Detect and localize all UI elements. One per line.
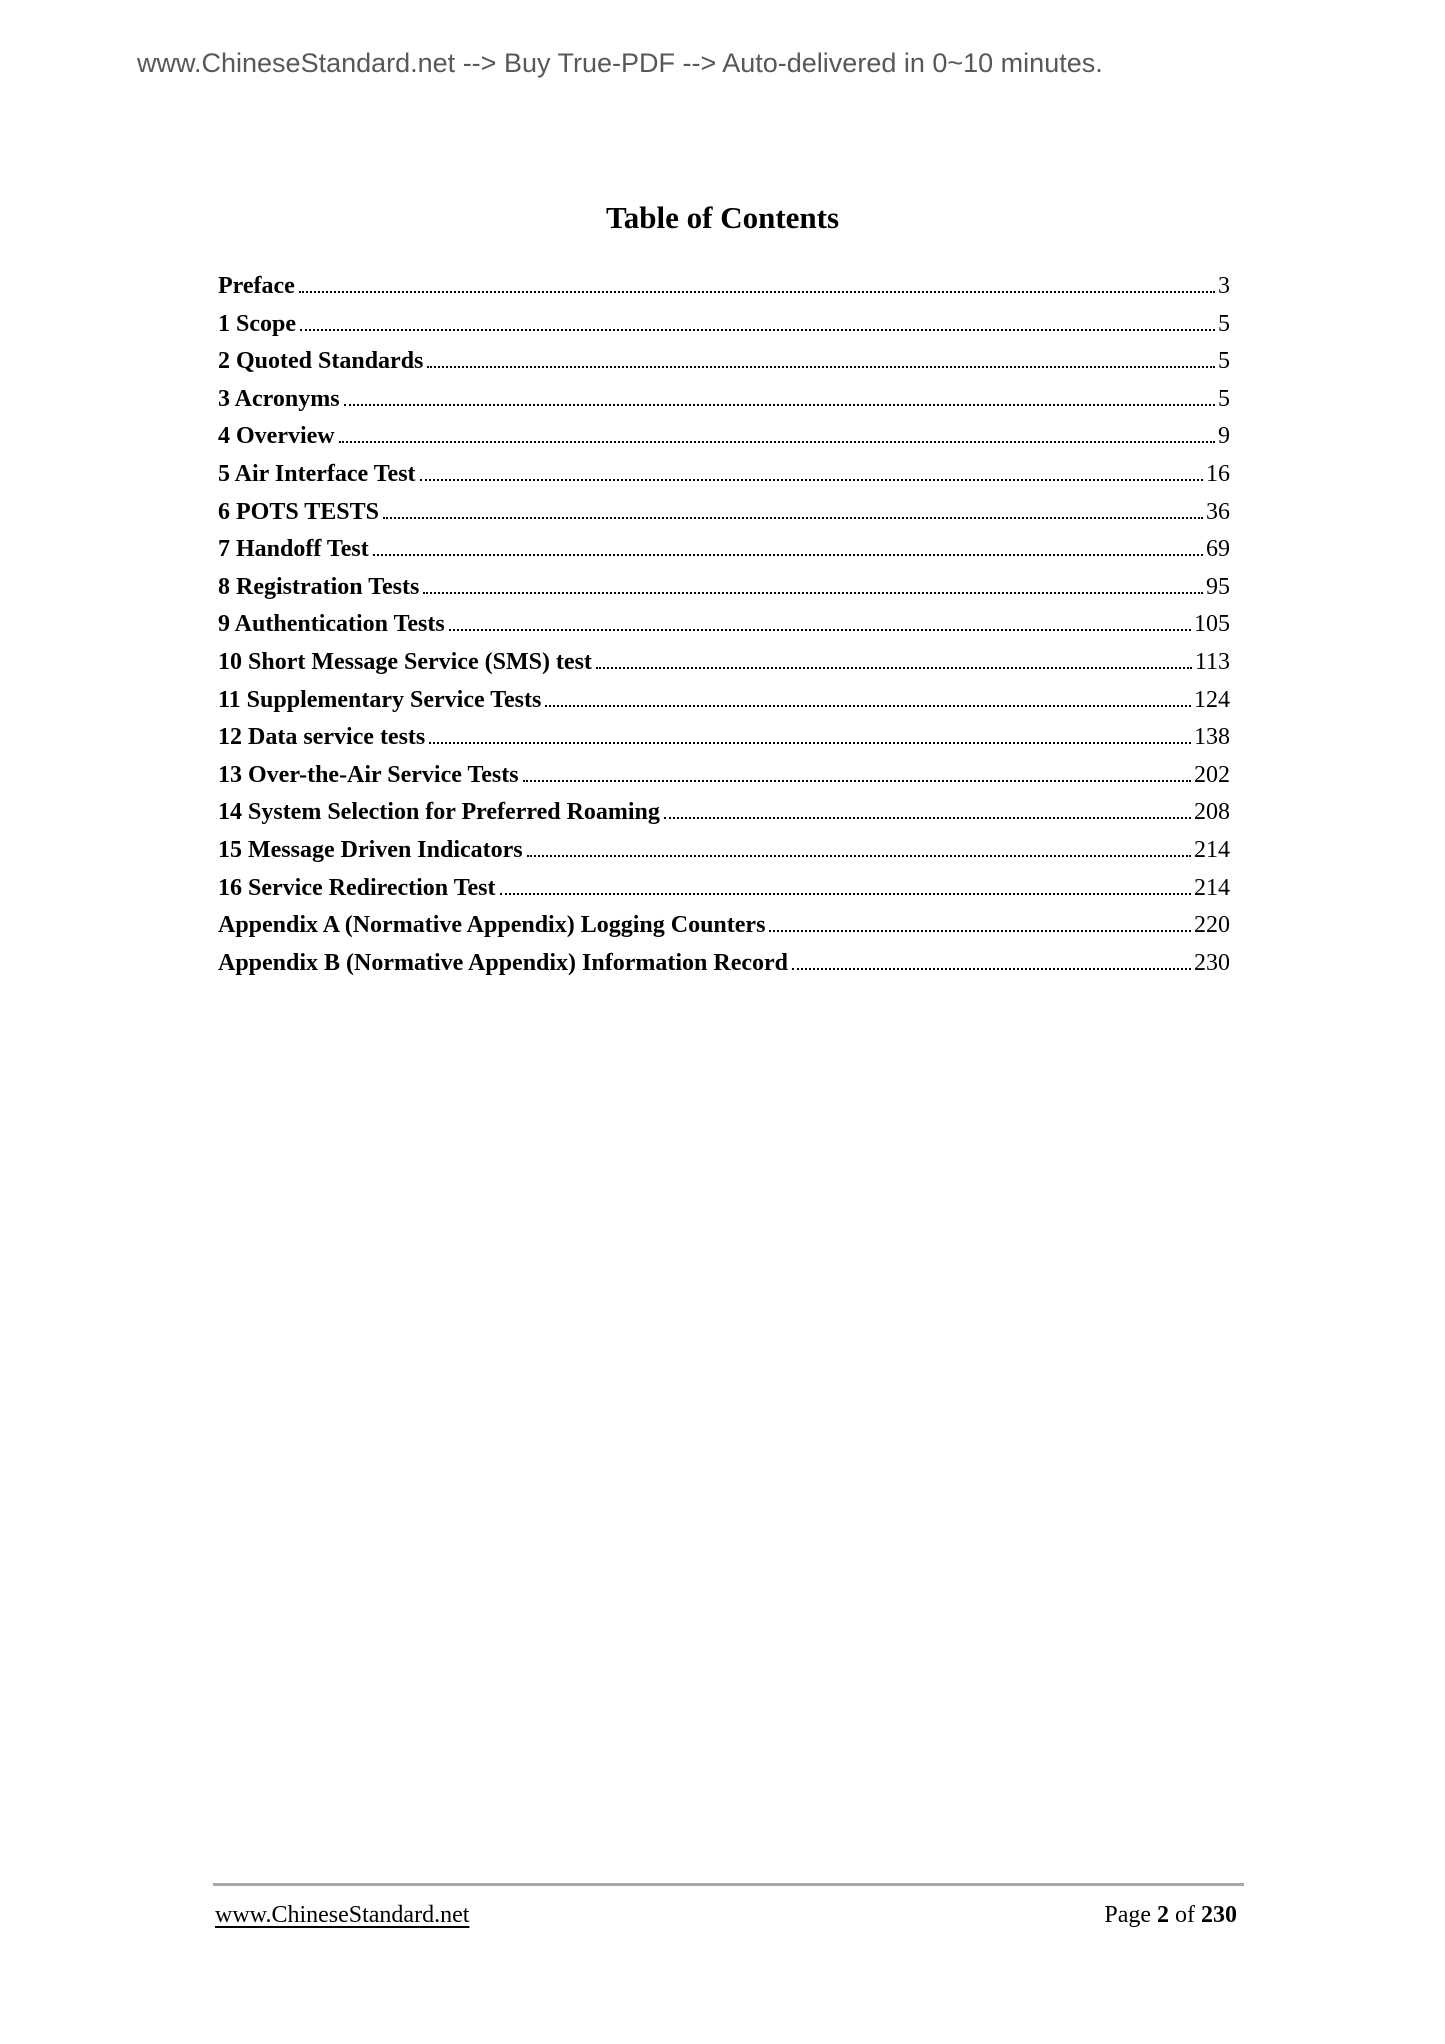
- toc-entry-page: 208: [1194, 799, 1230, 826]
- header-banner: www.ChineseStandard.net --> Buy True-PDF --> Auto-delivered in 0~10 minutes.: [137, 48, 1103, 78]
- toc-entry-page: 5: [1218, 348, 1230, 375]
- toc-entry: [218, 794, 1230, 832]
- page-footer: [215, 1900, 1237, 1930]
- page-current: 2: [1157, 1902, 1169, 1928]
- toc-entry-title: 6 POTS TESTS: [218, 498, 379, 525]
- toc-entry-page: 220: [1194, 912, 1230, 939]
- toc-entry: [218, 907, 1230, 945]
- toc-entry: [218, 832, 1230, 870]
- toc-entry: [218, 494, 1230, 532]
- toc-leader-dots: [373, 554, 1203, 556]
- toc-entry: [218, 306, 1230, 344]
- toc-entry-page: 36: [1206, 498, 1230, 525]
- toc-entry-page: 69: [1206, 536, 1230, 563]
- toc-entry-page: 95: [1206, 573, 1230, 600]
- toc-leader-dots: [420, 479, 1203, 481]
- toc-leader-dots: [344, 404, 1215, 406]
- toc-leader-dots: [299, 291, 1215, 293]
- toc-leader-dots: [429, 742, 1191, 744]
- toc-entry-page: 5: [1218, 310, 1230, 337]
- toc-entry: [218, 870, 1230, 908]
- toc-entry: [218, 343, 1230, 381]
- toc-entry-title: 8 Registration Tests: [218, 573, 420, 600]
- toc-entry-page: 138: [1194, 724, 1230, 751]
- toc-leader-dots: [792, 968, 1191, 970]
- toc-entry-title: 9 Authentication Tests: [218, 611, 445, 638]
- toc-entry-title: 15 Message Driven Indicators: [218, 836, 523, 863]
- toc-entry: [218, 644, 1230, 682]
- toc-entry-page: 3: [1218, 273, 1230, 299]
- toc-list: [218, 268, 1230, 982]
- toc-leader-dots: [596, 667, 1192, 669]
- toc-entry-title: 12 Data service tests: [218, 724, 426, 751]
- toc-entry-title: 2 Quoted Standards: [218, 348, 424, 375]
- toc-entry-title: 13 Over-the-Air Service Tests: [218, 761, 519, 788]
- toc-entry-page: 202: [1194, 761, 1230, 788]
- toc-entry-page: 16: [1206, 460, 1230, 487]
- toc-leader-dots: [769, 930, 1191, 932]
- toc-leader-dots: [545, 705, 1191, 707]
- toc-entry: [218, 757, 1230, 795]
- toc-leader-dots: [664, 817, 1191, 819]
- footer-site-link[interactable]: www.ChineseStandard.net: [215, 1902, 470, 1928]
- toc-entry-page: 124: [1194, 686, 1230, 713]
- toc-entry-title: 1 Scope: [218, 310, 296, 337]
- toc-entry: [218, 945, 1230, 983]
- toc-leader-dots: [523, 780, 1191, 782]
- toc-entry-title: 5 Air Interface Test: [218, 460, 416, 487]
- toc-entry-page: 9: [1218, 423, 1230, 450]
- toc-entry-title: Appendix A (Normative Appendix) Logging Counters: [218, 912, 766, 939]
- of-word: of: [1175, 1902, 1195, 1928]
- toc-entry-page: 113: [1194, 648, 1230, 675]
- toc-entry: [218, 569, 1230, 607]
- toc-leader-dots: [383, 517, 1203, 519]
- toc-entry-title: 3 Acronyms: [218, 385, 340, 412]
- toc-entry-page: 214: [1194, 874, 1230, 901]
- toc-entry-title: 14 System Selection for Preferred Roaming: [218, 799, 660, 826]
- toc-entry-title: 7 Handoff Test: [218, 536, 369, 563]
- toc-entry-title: 10 Short Message Service (SMS) test: [218, 648, 592, 675]
- toc-entry-page: 230: [1194, 949, 1230, 976]
- toc-title: Table of Contents: [605, 200, 840, 235]
- toc-leader-dots: [527, 855, 1191, 857]
- page-indicator: [1104, 1900, 1237, 1930]
- toc-leader-dots: [300, 329, 1215, 331]
- toc-entry-title: Preface: [218, 273, 295, 299]
- toc-entry: [218, 456, 1230, 494]
- toc-leader-dots: [427, 366, 1215, 368]
- footer-divider: [213, 1883, 1244, 1886]
- toc-entry-title: Appendix B (Normative Appendix) Information Record: [218, 949, 789, 976]
- toc-entry: [218, 531, 1230, 569]
- toc-entry: [218, 606, 1230, 644]
- toc-entry-title: 11 Supplementary Service Tests: [218, 686, 542, 713]
- toc-entry-title: 4 Overview: [218, 423, 335, 450]
- toc-entry: [218, 719, 1230, 757]
- page-word: Page: [1104, 1902, 1151, 1928]
- page-total: 230: [1201, 1902, 1237, 1928]
- toc-leader-dots: [339, 441, 1215, 443]
- toc-leader-dots: [500, 893, 1191, 895]
- toc-entry-title: 16 Service Redirection Test: [218, 874, 496, 901]
- toc-entry-page: 105: [1194, 611, 1230, 638]
- toc-entry-page: 214: [1194, 836, 1230, 863]
- toc-entry: [218, 268, 1230, 306]
- toc-entry: [218, 418, 1230, 456]
- toc-leader-dots: [449, 629, 1191, 631]
- toc-leader-dots: [423, 592, 1203, 594]
- toc-entry: [218, 381, 1230, 419]
- toc-entry: [218, 682, 1230, 720]
- toc-entry-page: 5: [1218, 385, 1230, 412]
